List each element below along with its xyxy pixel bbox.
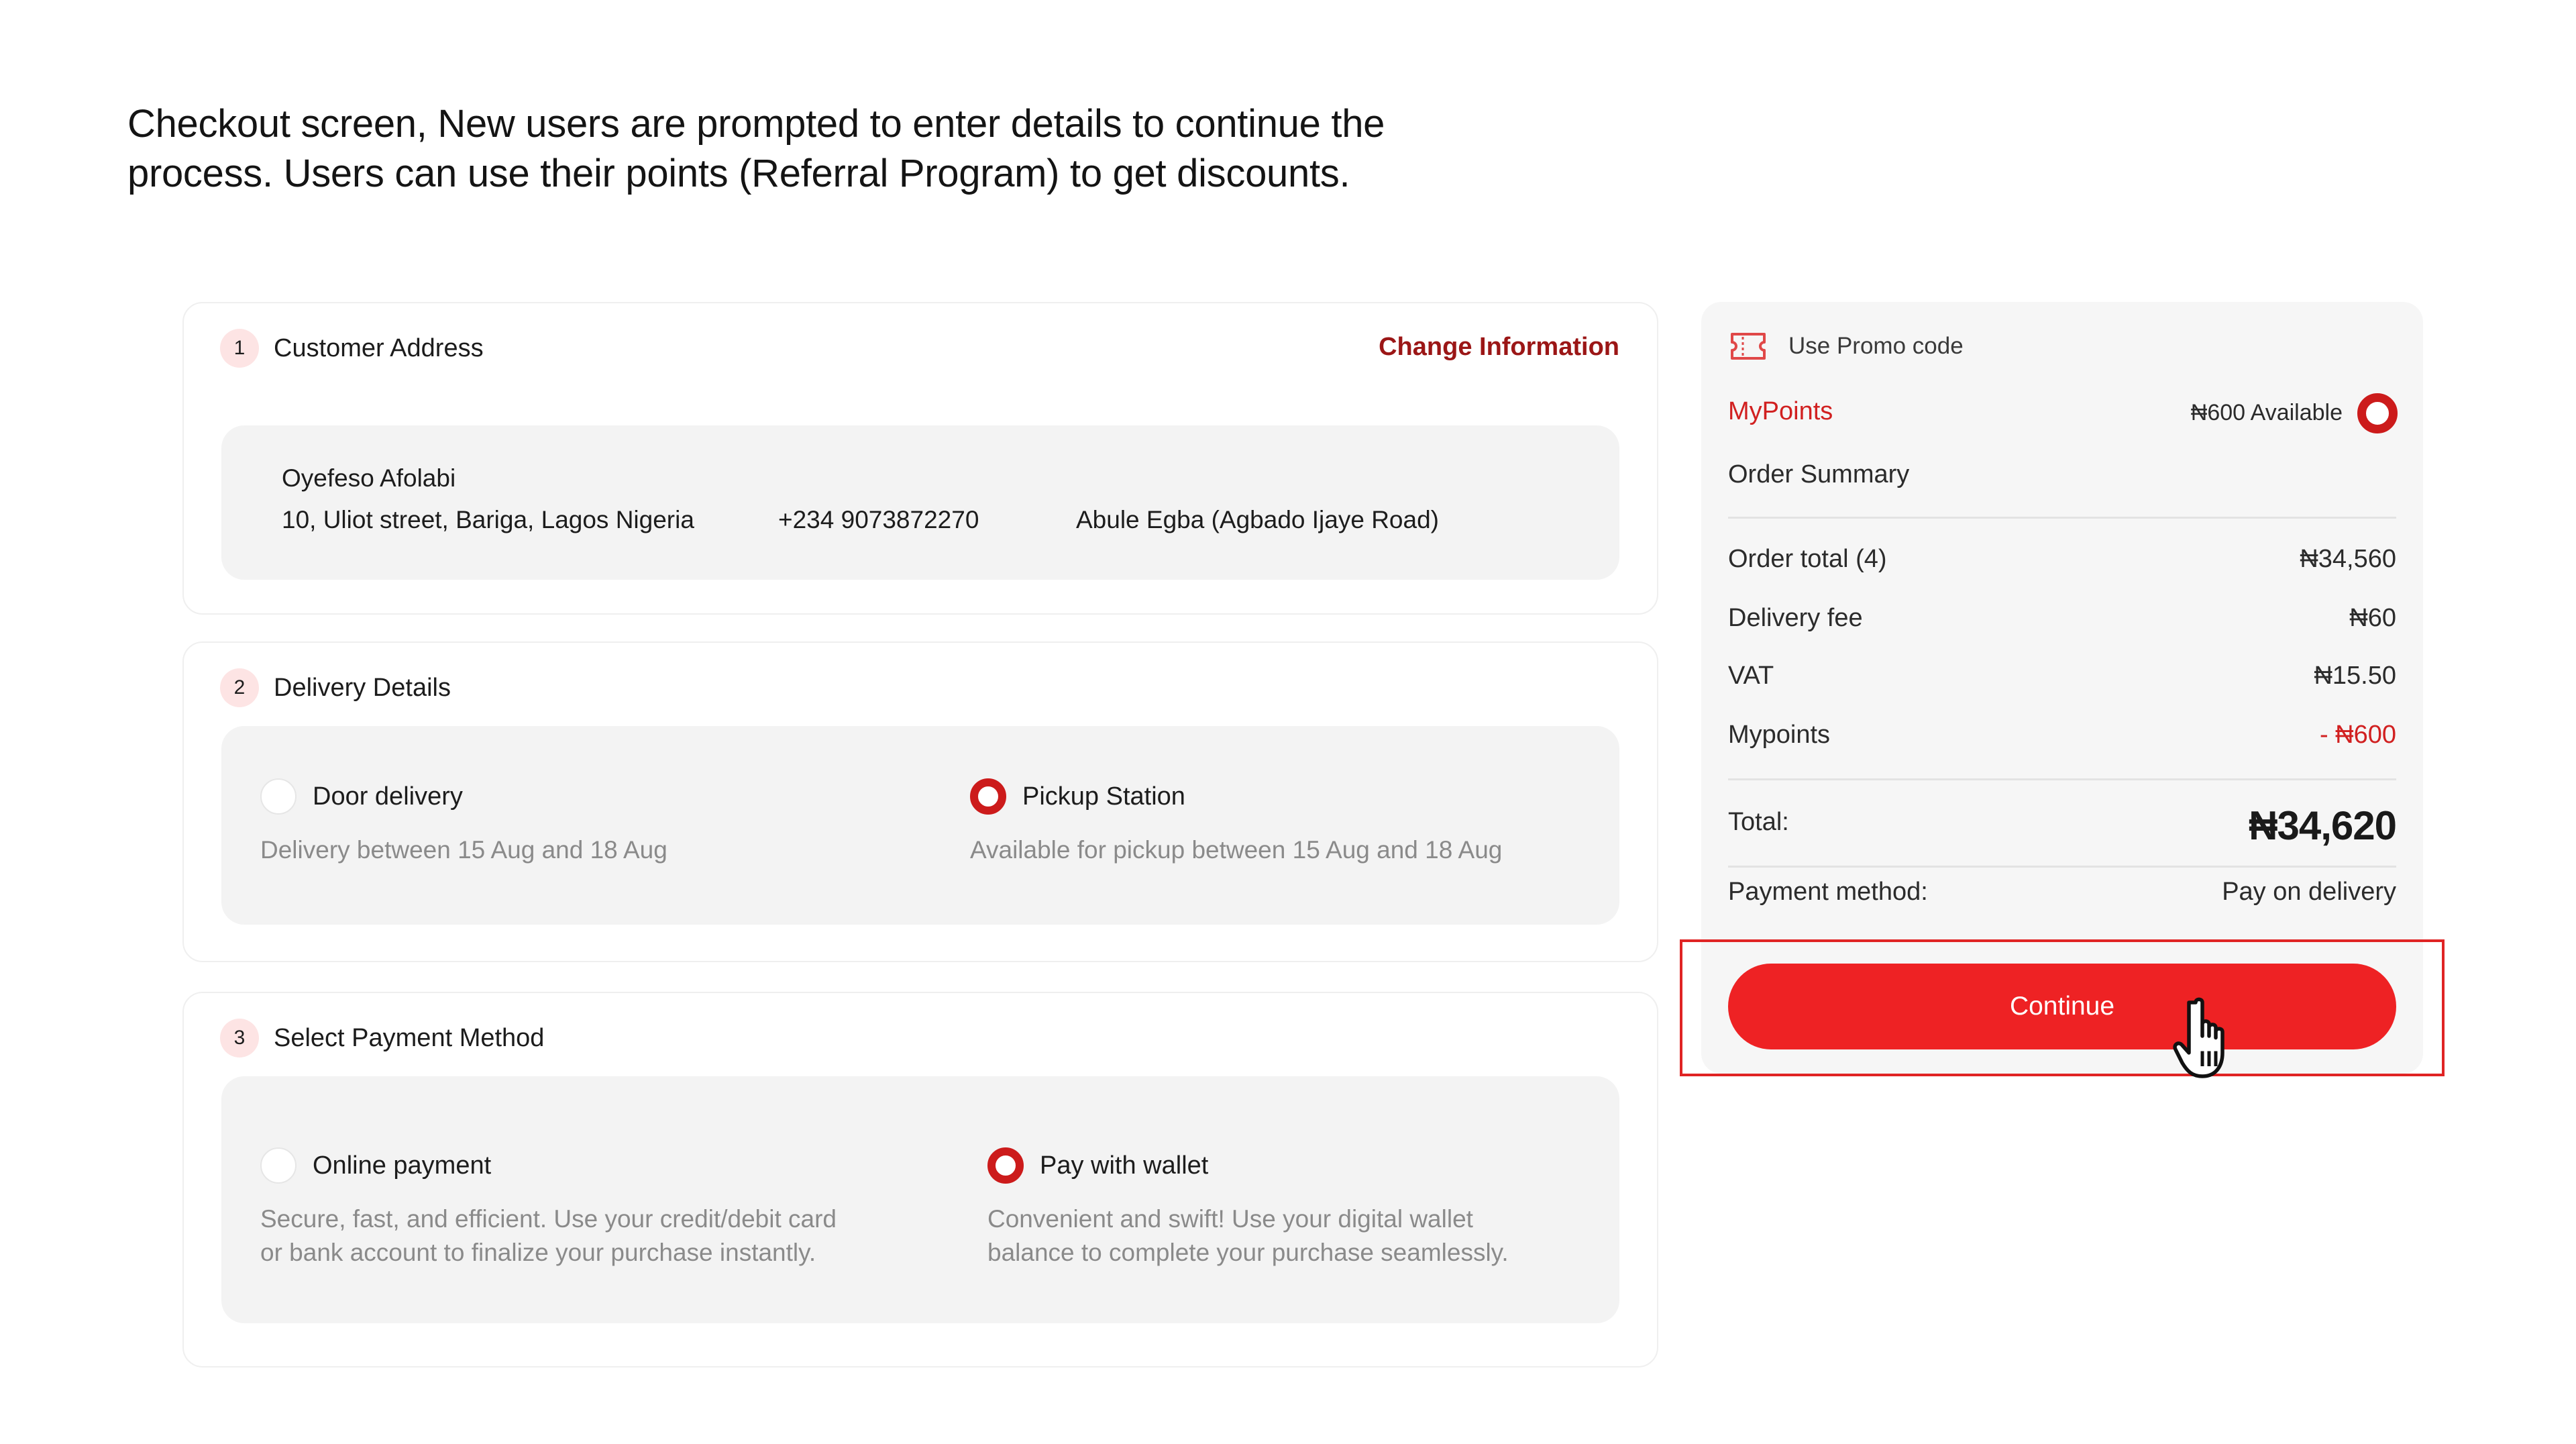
mypoints-label: MyPoints: [1728, 397, 1833, 425]
online-payment-option[interactable]: [260, 1147, 837, 1270]
mypoints-discount-label: Mypoints: [1728, 721, 1831, 749]
wallet-payment-desc-line-2: balance to complete your purchase seamlessly.: [987, 1239, 1509, 1266]
summary-divider: [1728, 517, 2396, 519]
customer-name: Oyefeso Afolabi: [282, 464, 456, 492]
door-delivery-option[interactable]: [260, 778, 667, 867]
customer-street: 10, Uliot street, Bariga, Lagos Nigeria: [282, 506, 694, 533]
page-headline: [127, 99, 1670, 199]
online-payment-desc: [260, 1202, 837, 1270]
payment-method-header: [220, 1019, 544, 1058]
change-information-link[interactable]: Change Information: [1379, 333, 1619, 361]
vat-label: VAT: [1728, 662, 1774, 690]
customer-address-title: Customer Address: [274, 333, 484, 362]
customer-address-card: [182, 302, 1658, 615]
door-delivery-label: Door delivery: [313, 782, 463, 811]
step-badge: 2: [220, 668, 259, 707]
customer-address-header: [220, 329, 484, 368]
customer-landmark: Abule Egba (Agbado Ijaye Road): [1076, 506, 1439, 533]
total-label: Total:: [1728, 808, 1789, 836]
delivery-options-panel: [221, 726, 1619, 925]
summary-divider: [1728, 866, 2396, 868]
payment-method-label: Payment method:: [1728, 878, 1928, 906]
continue-button[interactable]: Continue: [1728, 964, 2396, 1049]
pickup-station-desc: Available for pickup between 15 Aug and 18 Aug: [970, 836, 1503, 864]
delivery-details-title: Delivery Details: [274, 673, 451, 702]
order-summary-title: Order Summary: [1728, 460, 1910, 488]
hand-pointer-icon: [2172, 996, 2246, 1083]
pickup-station-label: Pickup Station: [1022, 782, 1185, 811]
wallet-payment-desc: [987, 1202, 1509, 1270]
total-value: ₦34,620: [2249, 803, 2396, 848]
wallet-payment-radio[interactable]: [987, 1147, 1024, 1184]
order-total-label: Order total (4): [1728, 545, 1887, 573]
payment-method-row: [1728, 878, 2396, 907]
order-total-value: ₦34,560: [2300, 545, 2396, 573]
step-badge: 1: [220, 329, 259, 368]
total-row: [1728, 803, 2396, 849]
delivery-fee-row: [1728, 604, 2396, 633]
mypoints-discount-value: - ₦600: [2319, 721, 2396, 749]
ticket-icon: [1728, 330, 1768, 362]
delivery-details-header: [220, 668, 451, 707]
online-payment-label: Online payment: [313, 1151, 492, 1180]
delivery-details-card: [182, 641, 1658, 962]
mypoints-discount-row: [1728, 721, 2396, 750]
online-payment-desc-line-1: Secure, fast, and efficient. Use your credit/debit card: [260, 1205, 837, 1233]
pickup-station-option[interactable]: [970, 778, 1502, 867]
delivery-fee-value: ₦60: [2349, 604, 2396, 632]
delivery-fee-label: Delivery fee: [1728, 604, 1863, 632]
wallet-payment-desc-line-1: Convenient and swift! Use your digital wallet: [987, 1205, 1473, 1233]
vat-value: ₦15.50: [2314, 662, 2396, 690]
payment-method-card: [182, 992, 1658, 1368]
online-payment-desc-line-2: or bank account to finalize your purchase instantly.: [260, 1239, 816, 1266]
promo-code-row[interactable]: [1728, 330, 1964, 362]
headline-line-2: process. Users can use their points (Referral Program) to get discounts.: [127, 152, 1350, 195]
payment-method-title: Select Payment Method: [274, 1023, 545, 1052]
step-badge: 3: [220, 1019, 259, 1058]
door-delivery-desc: Delivery between 15 Aug and 18 Aug: [260, 836, 667, 864]
door-delivery-radio[interactable]: [260, 778, 297, 815]
promo-code-label: Use Promo code: [1788, 333, 1964, 359]
online-payment-radio[interactable]: [260, 1147, 297, 1184]
customer-phone: +234 9073872270: [778, 506, 979, 533]
mypoints-radio[interactable]: [2357, 393, 2398, 433]
vat-row: [1728, 662, 2396, 690]
pickup-station-radio[interactable]: [970, 778, 1006, 815]
address-panel: [221, 425, 1619, 580]
headline-line-1: Checkout screen, New users are prompted to enter details to continue the: [127, 102, 1385, 146]
payment-options-panel: [221, 1076, 1619, 1323]
points-available: ₦600 Available: [2190, 400, 2343, 425]
wallet-payment-label: Pay with wallet: [1040, 1151, 1209, 1180]
wallet-payment-option[interactable]: [987, 1147, 1509, 1270]
order-total-row: [1728, 545, 2396, 574]
payment-method-value: Pay on delivery: [2222, 878, 2396, 906]
summary-divider: [1728, 778, 2396, 780]
